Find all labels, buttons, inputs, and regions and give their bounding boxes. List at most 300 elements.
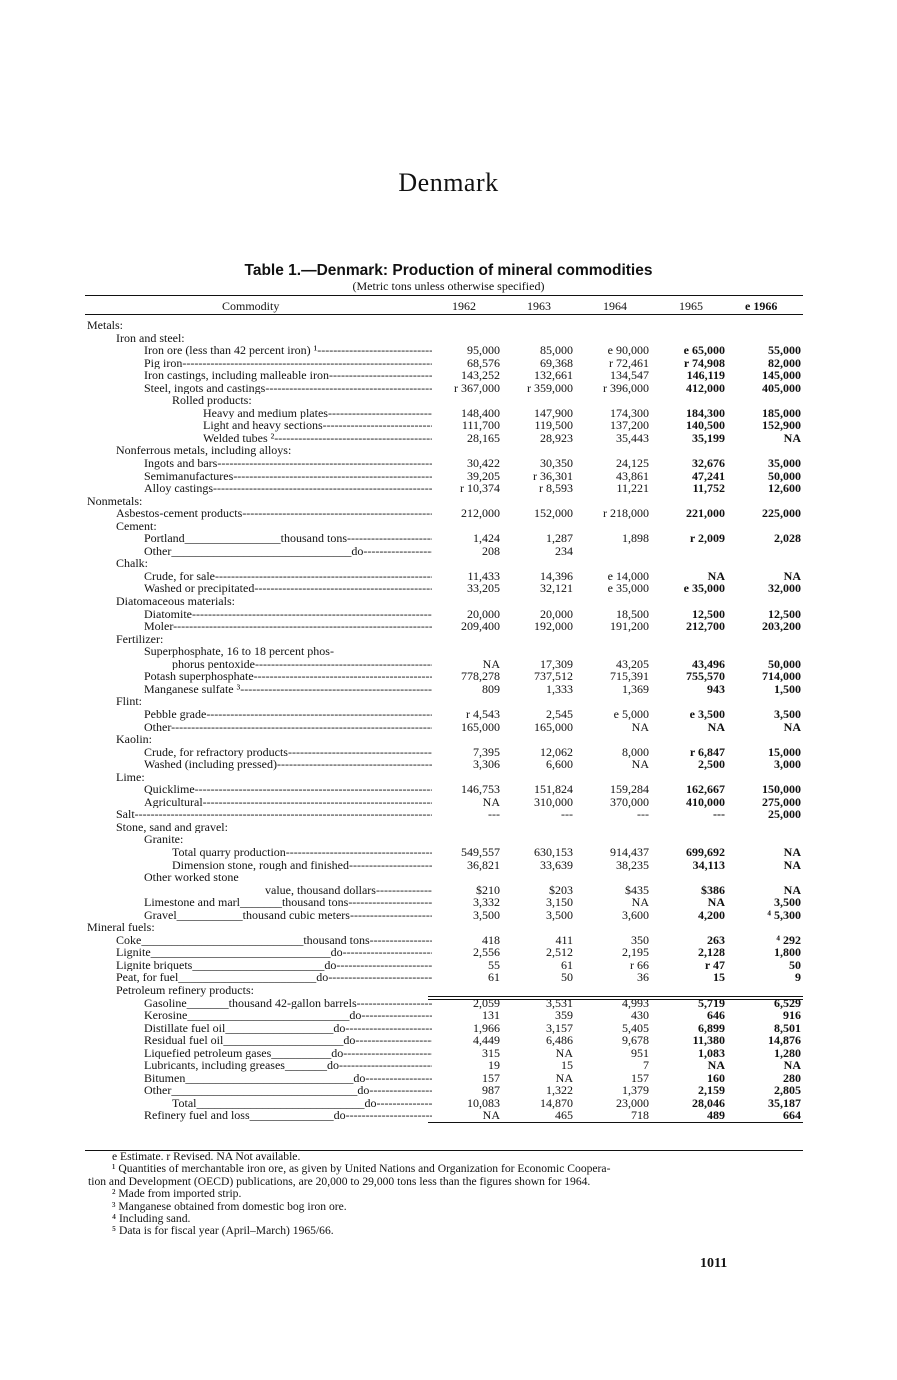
table-row: [0, 670, 897, 683]
cell-value: 137,200: [610, 418, 649, 433]
row-label: Superphosphate, 16 to 18 percent phos-: [144, 645, 334, 658]
cell-value: r 47: [704, 957, 725, 972]
table-row: [0, 708, 897, 721]
cell-value: 165,000: [534, 719, 573, 734]
cell-value: 50,000: [768, 468, 801, 483]
table-row: [0, 808, 897, 821]
page-number: 1011: [700, 1256, 728, 1271]
cell-value: 165,000: [461, 719, 500, 734]
cell-value: 111,700: [461, 418, 500, 433]
table-row: [0, 344, 897, 357]
row-label: Granite:: [144, 833, 184, 846]
cell-value: 3,531: [546, 995, 573, 1010]
cell-value: 32,676: [692, 456, 725, 471]
row-label: Liquefied petroleum gases__________do -----: [144, 1047, 432, 1060]
cell-value: 24,125: [616, 456, 649, 471]
cell-value: 2,545: [546, 706, 573, 721]
row-label: Other______________________________do -----: [144, 545, 432, 558]
cell-value: 9,678: [622, 1033, 649, 1048]
cell-value: 159,284: [610, 782, 649, 797]
table-row: [0, 545, 897, 558]
cell-value: $435: [625, 882, 649, 897]
cell-value: r 359,000: [527, 380, 573, 395]
table-row: [0, 871, 897, 884]
cell-value: 119,500: [534, 418, 573, 433]
cell-value: 5,405: [622, 1020, 649, 1035]
cell-value: 410,000: [686, 794, 725, 809]
row-label: Coke___________________________thousand tons -----: [116, 934, 432, 947]
table-row: [0, 683, 897, 696]
table-row: [0, 721, 897, 734]
row-label: Washed (including pressed) -----: [144, 758, 432, 771]
cell-value: r 218,000: [603, 506, 649, 521]
cell-value: 32,121: [540, 581, 573, 596]
cell-value: 68,576: [467, 355, 500, 370]
cell-value: r 72,461: [609, 355, 649, 370]
cell-value: 809: [482, 681, 500, 696]
cell-value: 6,529: [774, 995, 801, 1010]
table-row: [0, 1047, 897, 1060]
cell-value: 2,195: [622, 945, 649, 960]
table-row: [0, 1009, 897, 1022]
cell-value: e 35,000: [683, 581, 725, 596]
cell-value: 1,800: [774, 945, 801, 960]
cell-value: r 396,000: [603, 380, 649, 395]
cell-value: 184,300: [686, 405, 725, 420]
cell-value: 280: [783, 1070, 801, 1085]
table-row: [0, 482, 897, 495]
table-row: [0, 746, 897, 759]
table-row: [0, 1034, 897, 1047]
cell-value: NA: [783, 568, 801, 583]
row-label: Lignite briquets______________________do -----: [116, 959, 432, 972]
row-label: Dimension stone, rough and finished -----: [172, 859, 432, 872]
cell-value: 221,000: [686, 506, 725, 521]
total-rule: [428, 1122, 803, 1123]
cell-value: r 2,009: [689, 531, 725, 546]
row-label: Other_______________________________do -----: [144, 1084, 432, 1097]
table-row: [0, 971, 897, 984]
cell-value: 11,221: [616, 481, 649, 496]
cell-value: 370,000: [610, 794, 649, 809]
cell-value: e 3,500: [689, 706, 725, 721]
cell-value: 20,000: [540, 606, 573, 621]
cell-value: r 10,374: [460, 481, 500, 496]
row-label: Steel, ingots and castings -----: [144, 382, 432, 395]
cell-value: 664: [783, 1108, 801, 1123]
cell-value: 2,512: [546, 945, 573, 960]
cell-value: 714,000: [762, 669, 801, 684]
row-label: Other worked stone: [144, 871, 239, 884]
cell-value: 25,000: [768, 807, 801, 822]
cell-value: 146,119: [686, 368, 725, 383]
cell-value: 411: [555, 932, 573, 947]
cell-value: r 66: [630, 957, 649, 972]
row-label: Agricultural -----: [144, 796, 432, 809]
row-label: Light and heavy sections -----: [203, 419, 432, 432]
cell-value: 1,369: [622, 681, 649, 696]
cell-value: 17,309: [540, 656, 573, 671]
cell-value: $210: [476, 882, 500, 897]
cell-value: NA: [482, 1108, 500, 1123]
cell-value: 359: [555, 1008, 573, 1023]
cell-value: 35,199: [692, 430, 725, 445]
table-row: [0, 1022, 897, 1035]
table-row: [0, 833, 897, 846]
table-row: [0, 532, 897, 545]
cell-value: 3,500: [546, 907, 573, 922]
table-row: [0, 758, 897, 771]
cell-value: $386: [701, 882, 725, 897]
footnote: ³ Manganese obtained from domestic bog iron ore.: [112, 1199, 347, 1213]
cell-value: 2,059: [473, 995, 500, 1010]
cell-value: 405,000: [762, 380, 801, 395]
cell-value: 152,000: [534, 506, 573, 521]
column-header-1966: e 1966: [745, 299, 778, 313]
row-label: Pig iron -----: [144, 357, 432, 370]
row-label: phorus pentoxide -----: [172, 658, 432, 671]
row-label: Lime:: [116, 770, 145, 784]
cell-value: 36: [637, 970, 649, 985]
row-label: Alloy castings -----: [144, 482, 432, 495]
table-row: [0, 1109, 897, 1122]
row-label: Heavy and medium plates -----: [203, 407, 432, 420]
cell-value: 7: [643, 1058, 649, 1073]
table-row: [0, 382, 897, 395]
cell-value: 6,899: [698, 1020, 725, 1035]
section-rule: [428, 999, 803, 1000]
cell-value: 12,500: [692, 606, 725, 621]
cell-value: r 36,301: [533, 468, 573, 483]
cell-value: 4,200: [698, 907, 725, 922]
cell-value: 209,400: [461, 619, 500, 634]
cell-value: 203,200: [762, 619, 801, 634]
cell-value: NA: [783, 882, 801, 897]
cell-value: 3,157: [546, 1020, 573, 1035]
cell-value: 43,861: [616, 468, 649, 483]
cell-value: ⁴ 292: [776, 932, 801, 947]
row-label: Manganese sulfate ³ -----: [144, 683, 432, 696]
cell-value: 5,719: [698, 995, 725, 1010]
row-label: Crude, for refractory products -----: [144, 746, 432, 759]
footnote: ¹ Quantities of merchantable iron ore, as given by United Nations and Organization for Economic Coopera-: [112, 1162, 611, 1176]
cell-value: 131: [482, 1008, 500, 1023]
cell-value: 47,241: [692, 468, 725, 483]
cell-value: 412,000: [686, 380, 725, 395]
cell-value: 4,993: [622, 995, 649, 1010]
cell-value: 914,437: [610, 844, 649, 859]
cell-value: 30,350: [540, 456, 573, 471]
cell-value: 14,876: [768, 1033, 801, 1048]
row-label: Gravel___________thousand cubic meters -----: [144, 909, 432, 922]
row-label: Kerosine___________________________do -----: [144, 1009, 432, 1022]
table-row: [0, 369, 897, 382]
table-row: [0, 444, 897, 457]
cell-value: 3,332: [473, 895, 500, 910]
table-row: [0, 921, 897, 934]
column-header-1963: 1963: [527, 299, 551, 313]
section-rule: [428, 996, 803, 997]
table-row: [0, 959, 897, 972]
cell-value: 3,500: [473, 907, 500, 922]
table-row: [0, 821, 897, 834]
cell-value: 157: [482, 1070, 500, 1085]
cell-value: 3,600: [622, 907, 649, 922]
cell-value: e 90,000: [607, 343, 649, 358]
row-label: Nonmetals:: [87, 494, 143, 508]
cell-value: NA: [482, 794, 500, 809]
table-row: [0, 520, 897, 533]
cell-value: 7,395: [473, 744, 500, 759]
table-row: [0, 1072, 897, 1085]
cell-value: 43,496: [692, 656, 725, 671]
row-label: Rolled products:: [172, 394, 252, 407]
cell-value: 755,570: [686, 669, 725, 684]
cell-value: 3,150: [546, 895, 573, 910]
cell-value: 1,379: [622, 1083, 649, 1098]
cell-value: 9: [795, 970, 801, 985]
row-label: Iron castings, including malleable iron -----: [144, 369, 432, 382]
table-row: [0, 909, 897, 922]
cell-value: 1,500: [774, 681, 801, 696]
cell-value: 3,306: [473, 757, 500, 772]
cell-value: 2,028: [774, 531, 801, 546]
cell-value: 212,700: [686, 619, 725, 634]
footnote: ⁵ Data is for fiscal year (April–March) 1965/66.: [112, 1224, 334, 1238]
cell-value: 69,368: [540, 355, 573, 370]
table-row: [0, 859, 897, 872]
row-label: Total____________________________do -----: [172, 1097, 432, 1110]
table-row: [0, 394, 897, 407]
table-row: [0, 946, 897, 959]
cell-value: 33,639: [540, 857, 573, 872]
row-label: Stone, sand and gravel:: [116, 820, 228, 834]
cell-value: 28,923: [540, 430, 573, 445]
footnote: e Estimate. r Revised. NA Not available.: [112, 1150, 301, 1163]
cell-value: 191,200: [610, 619, 649, 634]
cell-value: 174,300: [610, 405, 649, 420]
cell-value: 418: [482, 932, 500, 947]
cell-value: 2,805: [774, 1083, 801, 1098]
cell-value: 8,000: [622, 744, 649, 759]
cell-value: 34,113: [692, 857, 725, 872]
cell-value: 943: [707, 681, 725, 696]
cell-value: 43,205: [616, 656, 649, 671]
cell-value: 3,500: [774, 706, 801, 721]
cell-value: 1,966: [473, 1020, 500, 1035]
row-label: Salt -----: [116, 808, 432, 821]
cell-value: 630,153: [534, 844, 573, 859]
cell-value: 28,046: [692, 1095, 725, 1110]
cell-value: 2,556: [473, 945, 500, 960]
cell-value: 3,000: [774, 757, 801, 772]
cell-value: 310,000: [534, 794, 573, 809]
cell-value: r 4,543: [466, 706, 500, 721]
table-row: [0, 1097, 897, 1110]
cell-value: 12,600: [768, 481, 801, 496]
cell-value: NA: [631, 719, 649, 734]
cell-value: 140,500: [686, 418, 725, 433]
row-label: Chalk:: [116, 557, 148, 570]
cell-value: NA: [482, 656, 500, 671]
row-label: Distillate fuel oil__________________do -----: [144, 1022, 432, 1035]
cell-value: 50: [789, 957, 801, 972]
row-label: Kaolin:: [116, 733, 152, 746]
table-row: [0, 1084, 897, 1097]
row-label: Iron and steel:: [116, 331, 185, 345]
row-label: Diatomaceous materials:: [116, 595, 235, 608]
cell-value: r 74,908: [683, 355, 725, 370]
footnote: ² Made from imported strip.: [112, 1187, 242, 1201]
cell-value: 145,000: [762, 368, 801, 383]
cell-value: NA: [707, 1058, 725, 1073]
row-label: Portland________________thousand tons -----: [144, 532, 432, 545]
row-label: Total quarry production -----: [172, 846, 432, 859]
table-row: [0, 332, 897, 345]
table-row: [0, 934, 897, 947]
row-label: Metals:: [87, 319, 123, 332]
cell-value: 12,062: [540, 744, 573, 759]
cell-value: 50: [561, 970, 573, 985]
footnote: ⁴ Including sand.: [112, 1212, 191, 1226]
table-row: [0, 419, 897, 432]
table-row: [0, 457, 897, 470]
cell-value: NA: [783, 844, 801, 859]
table-row: [0, 319, 897, 332]
cell-value: 61: [561, 957, 573, 972]
cell-value: ---: [713, 807, 725, 822]
cell-value: 951: [631, 1045, 649, 1060]
cell-value: 1,898: [622, 531, 649, 546]
row-label: value, thousand dollars -----: [265, 884, 432, 897]
cell-value: 275,000: [762, 794, 801, 809]
row-label: Welded tubes ² -----: [203, 432, 432, 445]
cell-value: e 35,000: [607, 581, 649, 596]
cell-value: 157: [631, 1070, 649, 1085]
cell-value: 192,000: [534, 619, 573, 634]
cell-value: 33,205: [467, 581, 500, 596]
cell-value: NA: [707, 895, 725, 910]
cell-value: 2,159: [698, 1083, 725, 1098]
column-header-1964: 1964: [603, 299, 627, 313]
cell-value: 30,422: [467, 456, 500, 471]
cell-value: 23,000: [616, 1095, 649, 1110]
cell-value: 38,235: [616, 857, 649, 872]
footnotes: [88, 1150, 812, 1238]
cell-value: NA: [783, 719, 801, 734]
cell-value: 1,280: [774, 1045, 801, 1060]
cell-value: 699,692: [686, 844, 725, 859]
cell-value: 55: [488, 957, 500, 972]
row-label: Pebble grade -----: [144, 708, 432, 721]
cell-value: 14,870: [540, 1095, 573, 1110]
cell-value: 143,252: [461, 368, 500, 383]
cell-value: 55,000: [768, 343, 801, 358]
table-row: [0, 582, 897, 595]
cell-value: NA: [631, 757, 649, 772]
row-label: Lubricants, including greases_______do -----: [144, 1059, 432, 1072]
column-header-1962: 1962: [452, 299, 476, 313]
cell-value: 208: [482, 543, 500, 558]
cell-value: 6,600: [546, 757, 573, 772]
cell-value: 987: [482, 1083, 500, 1098]
cell-value: 1,424: [473, 531, 500, 546]
cell-value: 15: [713, 970, 725, 985]
table-body: [0, 319, 897, 1122]
cell-value: 50,000: [768, 656, 801, 671]
cell-value: 718: [631, 1108, 649, 1123]
cell-value: r 8,593: [539, 481, 573, 496]
cell-value: 465: [555, 1108, 573, 1123]
cell-value: NA: [783, 1058, 801, 1073]
cell-value: 350: [631, 932, 649, 947]
cell-value: 11,752: [692, 481, 725, 496]
column-header-commodity: Commodity: [222, 299, 280, 313]
cell-value: 1,322: [546, 1083, 573, 1098]
cell-value: 39,205: [467, 468, 500, 483]
row-label: Quicklime -----: [144, 783, 432, 796]
table-row: [0, 570, 897, 583]
cell-value: 11,380: [692, 1033, 725, 1048]
cell-value: 315: [482, 1045, 500, 1060]
cell-value: 3,500: [774, 895, 801, 910]
cell-value: 151,824: [534, 782, 573, 797]
cell-value: 14,396: [540, 568, 573, 583]
cell-value: 20,000: [467, 606, 500, 621]
row-label: Asbestos-cement products -----: [116, 507, 432, 520]
table-row: [0, 884, 897, 897]
table-subtitle: (Metric tons unless otherwise specified): [352, 279, 545, 293]
cell-value: 147,900: [534, 405, 573, 420]
row-label: Potash superphosphate -----: [144, 670, 432, 683]
row-label: Crude, for sale -----: [144, 570, 432, 583]
cell-value: 225,000: [762, 506, 801, 521]
row-label: Bitumen____________________________do -----: [144, 1072, 432, 1085]
cell-value: 778,278: [461, 669, 500, 684]
row-label: Iron ore (less than 42 percent iron) ¹ -----: [144, 344, 432, 357]
cell-value: ⁴ 5,300: [767, 907, 801, 922]
row-label: Fertilizer:: [116, 632, 164, 646]
cell-value: 212,000: [461, 506, 500, 521]
cell-value: 646: [707, 1008, 725, 1023]
table-row: [0, 633, 897, 646]
row-label: Limestone and marl_______thousand tons -----: [144, 896, 432, 909]
row-label: Petroleum refinery products:: [116, 983, 254, 997]
row-label: Diatomite -----: [144, 608, 432, 621]
row-label: Refinery fuel and loss______________do -----: [144, 1109, 432, 1122]
row-label: Lignite______________________________do -----: [116, 946, 432, 959]
row-label: Gasoline_______thousand 42-gallon barrels -----: [144, 997, 432, 1010]
table-row: [0, 1059, 897, 1072]
cell-value: 737,512: [534, 669, 573, 684]
cell-value: 61: [488, 970, 500, 985]
row-label: Semimanufactures -----: [144, 470, 432, 483]
cell-value: NA: [783, 430, 801, 445]
row-label: Moler -----: [144, 620, 432, 633]
table-row: [0, 733, 897, 746]
table-row: [0, 645, 897, 658]
row-label: Washed or precipitated -----: [144, 582, 432, 595]
cell-value: 2,500: [698, 757, 725, 772]
cell-value: 18,500: [616, 606, 649, 621]
cell-value: 160: [707, 1070, 725, 1085]
cell-value: e 65,000: [683, 343, 725, 358]
cell-value: 148,400: [461, 405, 500, 420]
cell-value: NA: [707, 568, 725, 583]
cell-value: 185,000: [762, 405, 801, 420]
cell-value: 15,000: [768, 744, 801, 759]
cell-value: 430: [631, 1008, 649, 1023]
